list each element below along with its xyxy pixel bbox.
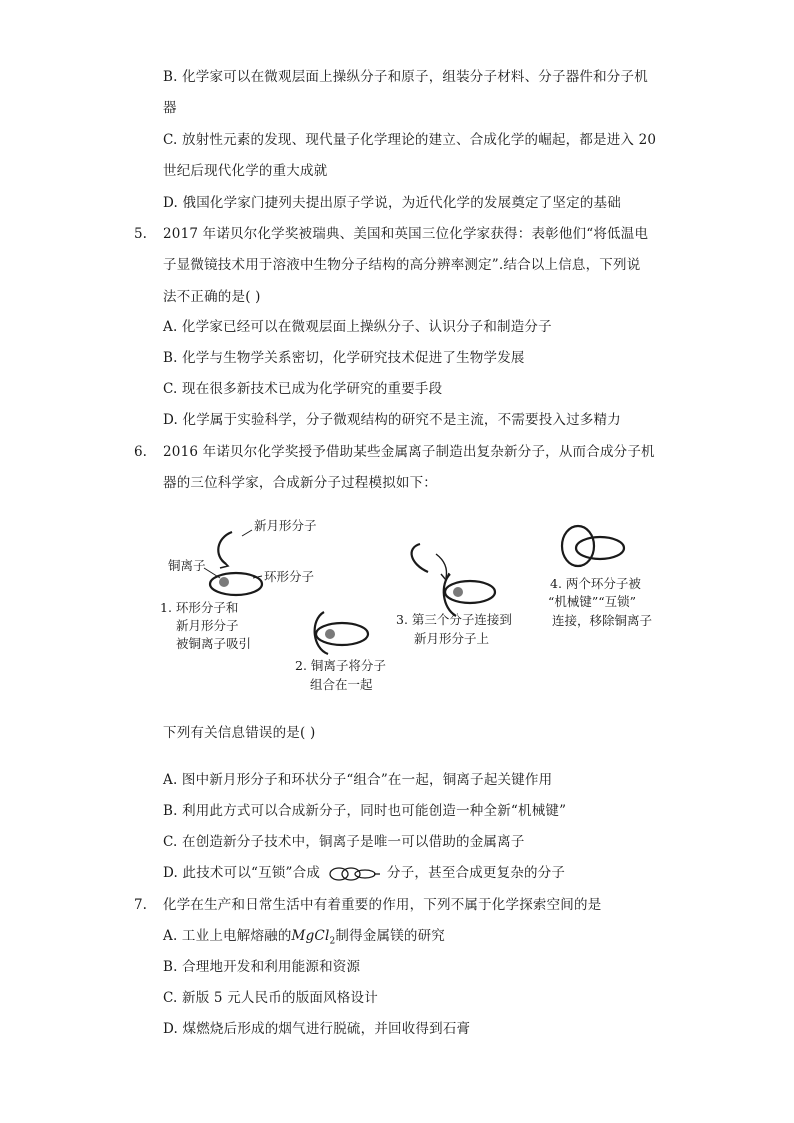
ring-a-shape [562, 526, 594, 566]
q7-option-a [163, 927, 445, 951]
step3-figure [412, 544, 495, 616]
q4-option-b-line2: 器 [163, 100, 177, 116]
q5-option-d: D. 化学属于实验科学，分子微观结构的研究不是主流，不需要投入过多精力 [163, 412, 621, 428]
label-crescent: 新月形分子 [254, 518, 317, 533]
q7-number: 7. [134, 897, 147, 913]
third-molecule-shape [412, 544, 428, 572]
q6-option-d [163, 864, 565, 882]
copper-pointer-line [204, 568, 220, 578]
q6-sub-stem: 下列有关信息错误的是( ) [163, 725, 316, 741]
q4-option-c-line2: 世纪后现代化学的重大成就 [163, 163, 328, 179]
mgcl2-formula: MgCl [291, 928, 330, 944]
step3-caption-line2: 新月形分子上 [414, 631, 490, 646]
arrow-icon [441, 573, 449, 580]
step2-caption-line1: 2. 铜离子将分子 [295, 658, 386, 673]
q7-stem: 化学在生产和日常生活中有着重要的作用，下列不属于化学探索空间的是 [163, 897, 602, 913]
step4-caption-line2: “机械键”“互锁” [548, 594, 637, 609]
q6-stem-line2: 器的三位科学家，合成新分子过程模拟如下： [163, 475, 437, 491]
mgcl2-subscript: 2 [329, 936, 336, 947]
q6-option-b: B. 利用此方式可以合成新分子，同时也可能创造一种全新“机械键” [163, 803, 567, 819]
q4-option-d: D. 俄国化学家门捷列夫提出原子学说，为近代化学的发展奠定了坚定的基础 [163, 195, 621, 211]
q6-stem-line1: 2016 年诺贝尔化学奖授予借助某些金属离子制造出复杂新分子，从而合成分子机 [163, 444, 655, 460]
q7-option-a-suffix: 制得金属镁的研究 [335, 928, 446, 944]
label-copper: 铜离子 [168, 558, 206, 573]
interlocked-chain-molecule-icon [327, 866, 381, 882]
step2-figure [315, 612, 368, 654]
q7-option-c: C. 新版 5 元人民币的版面风格设计 [163, 990, 378, 1006]
step3-caption-line1: 3. 第三个分子连接到 [396, 612, 512, 627]
copper-ion-dot-3 [453, 587, 463, 597]
crescent-molecule-shape [218, 532, 232, 564]
crescent-pointer-line [242, 530, 252, 536]
copper-ion-dot-1 [219, 577, 229, 587]
q6-number: 6. [134, 444, 147, 460]
q5-option-a: A. 化学家已经可以在微观层面上操纵分子、认识分子和制造分子 [163, 319, 552, 335]
q5-stem-line2: 子显微镜技术用于溶液中生物分子结构的高分辨率测定”.结合以上信息，下列说 [163, 257, 641, 273]
ring-b-shape [576, 537, 624, 559]
step1-caption-line2: 新月形分子 [176, 618, 239, 633]
ring-molecule-shape [445, 581, 495, 603]
q5-option-c: C. 现在很多新技术已成为化学研究的重要手段 [163, 381, 443, 397]
q6-option-a: A. 图中新月形分子和环状分子“组合”在一起，铜离子起关键作用 [163, 772, 553, 788]
q7-option-b: B. 合理地开发和利用能源和资源 [163, 959, 361, 975]
q4-option-c-line1: C. 放射性元素的发现、现代量子化学理论的建立、合成化学的崛起，都是进入 20 [163, 132, 657, 148]
step1-figure [204, 530, 262, 595]
q6-option-d-prefix: D. 此技术可以“互锁”合成 [163, 865, 321, 881]
q6-option-c: C. 在创造新分子技术中，铜离子是唯一可以借助的金属离子 [163, 834, 525, 850]
label-ring: 环形分子 [264, 569, 315, 584]
q4-option-b-line1: B. 化学家可以在微观层面上操纵分子和原子，组装分子材料、分子器件和分子机 [163, 69, 648, 85]
q5-number: 5. [134, 226, 147, 242]
step4-caption-line1: 4. 两个环分子被 [550, 576, 641, 591]
ring-molecule-shape [316, 623, 368, 645]
q7-option-d: D. 煤燃烧后形成的烟气进行脱硫，并回收得到石膏 [163, 1021, 471, 1037]
q5-option-b: B. 化学与生物学关系密切，化学研究技术促进了生物学发展 [163, 350, 525, 366]
step1-caption-line1: 1. 环形分子和 [160, 600, 239, 615]
q5-stem-line3: 法不正确的是( ) [163, 289, 261, 305]
molecule-synthesis-diagram [150, 508, 690, 704]
step1-caption-line3: 被铜离子吸引 [176, 636, 252, 651]
step4-caption-line3: 连接，移除铜离子 [552, 613, 653, 628]
q7-option-a-prefix: A. 工业上电解熔融的 [163, 928, 292, 944]
copper-ion-dot-2 [325, 629, 335, 639]
q5-stem-line1: 2017 年诺贝尔化学奖被瑞典、美国和英国三位化学家获得：表彰他们“将低温电 [163, 226, 649, 242]
q6-option-d-suffix: 分子，甚至合成更复杂的分子 [387, 865, 566, 881]
step4-figure [562, 526, 624, 566]
step2-caption-line2: 组合在一起 [310, 677, 373, 692]
